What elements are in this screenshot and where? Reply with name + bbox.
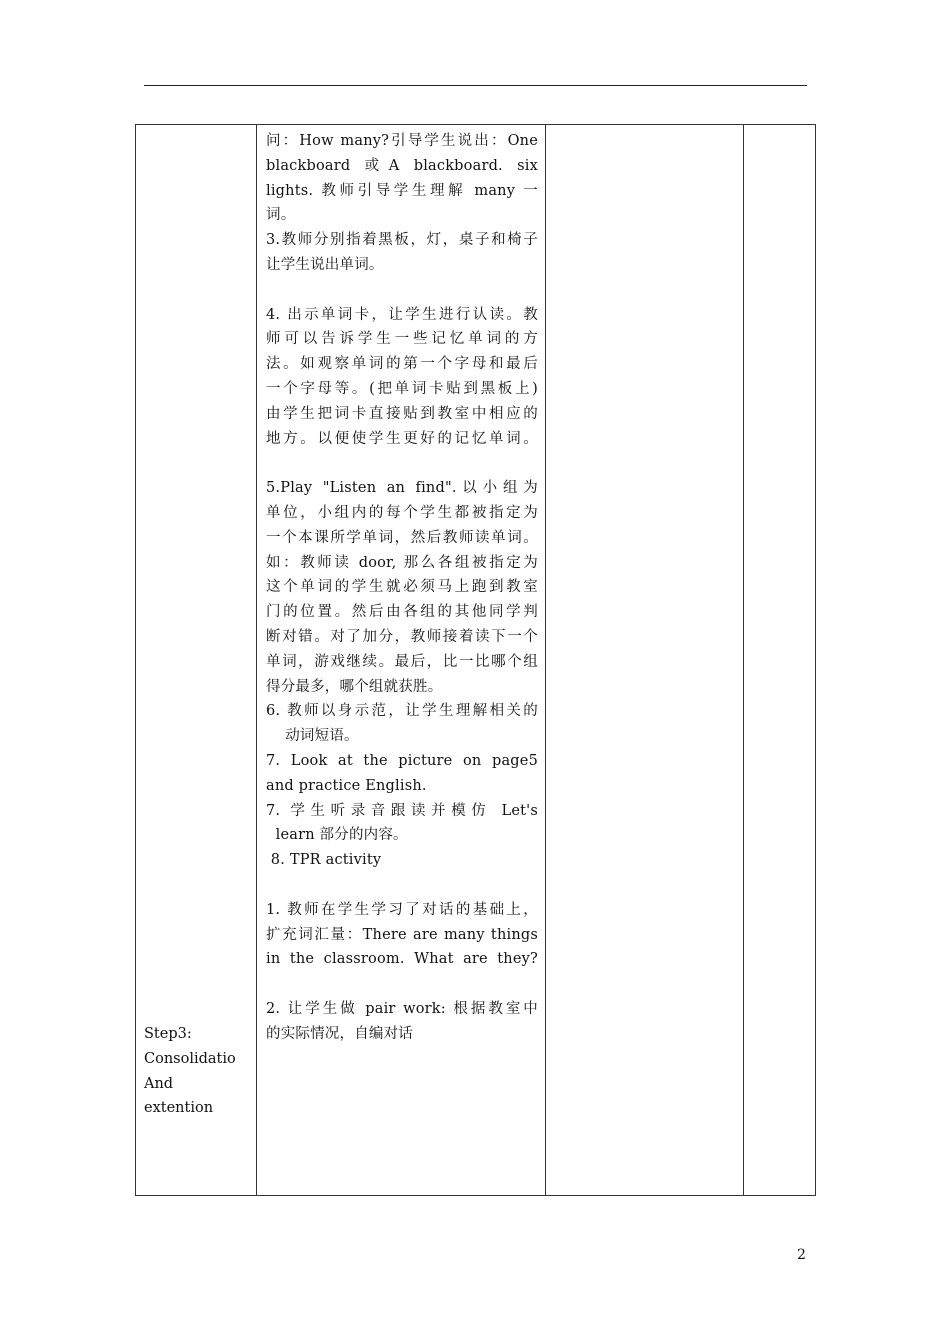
step-column [136,125,257,1195]
page-number: 2 [797,1247,806,1263]
process-line: 断对错。对了加分，教师接着读下一个 [266,628,538,645]
process-line: 8. TPR activity [266,852,382,869]
process-line: 单词，游戏继续。最后，比一比哪个组 [266,653,538,670]
process-line: 动词短语。 [266,728,359,745]
process-line [266,972,538,997]
process-line: 师可以告诉学生一些记忆单词的方 [266,331,538,348]
step-line: Step3: [144,1026,192,1042]
notes-column [744,125,816,1195]
step-line: extention [144,1100,214,1117]
process-line: 法。如观察单词的第一个字母和最后 [266,356,538,373]
process-line: in the classroom. What are they? [266,951,538,968]
process-line: 如：教师读 door, 那么各组被指定为 [266,554,538,571]
teaching-process-text [266,129,538,1046]
process-line: 门的位置。然后由各组的其他同学判 [266,604,538,621]
process-line: 6. 教师以身示范，让学生理解相关的 [266,703,538,720]
process-line: learn 部分的内容。 [266,827,408,844]
process-line: 7. Look at the picture on page5 [266,752,538,769]
process-line: 一个字母等。(把单词卡贴到黑板上) [266,380,538,397]
process-line [266,873,538,898]
process-line: and practice English. [266,777,427,794]
process-line: 4. 出示单词卡，让学生进行认读。教 [266,306,538,323]
process-line: 2. 让学生做 pair work: 根据教室中 [266,1000,538,1017]
process-line: lights. 教师引导学生理解 many 一 [266,182,538,199]
process-column [257,125,546,1195]
lesson-table [135,124,816,1196]
student-activity-column [546,125,744,1195]
process-line: 由学生把词卡直接贴到教室中相应的 [266,405,538,422]
header-rule [144,85,807,86]
process-line: 地方。以便使学生更好的记忆单词。 [266,430,538,447]
process-line: 让学生说出单词。 [266,256,384,273]
process-line: 7. 学生听录音跟读并模仿 Let's [266,802,538,819]
process-line: 1. 教师在学生学习了对话的基础上， [266,901,538,918]
process-line: 一个本课所学单词，然后教师读单词。 [266,529,538,546]
step-line: Consolidatio [144,1050,236,1067]
process-line: 扩充词汇量：There are many things [266,926,538,943]
process-line: 3.教师分别指着黑板，灯，桌子和椅子 [266,232,538,249]
process-line: 这个单词的学生就必须马上跑到教室 [266,579,538,596]
process-line [266,278,538,303]
process-line [266,451,538,476]
process-line: 5.Play "Listen an find".以小组为 [266,480,538,497]
process-line: 单位，小组内的每个学生都被指定为 [266,504,538,521]
process-line: 得分最多，哪个组就获胜。 [266,678,443,695]
process-line: 问：How many?引导学生说出：One [266,133,538,149]
process-line: 的实际情况，自编对话 [266,1025,413,1042]
step-label [144,1022,254,1121]
step-line: And [144,1075,174,1092]
process-line: blackboard 或 A blackboard. six [266,157,538,174]
process-line: 词。 [266,207,296,224]
